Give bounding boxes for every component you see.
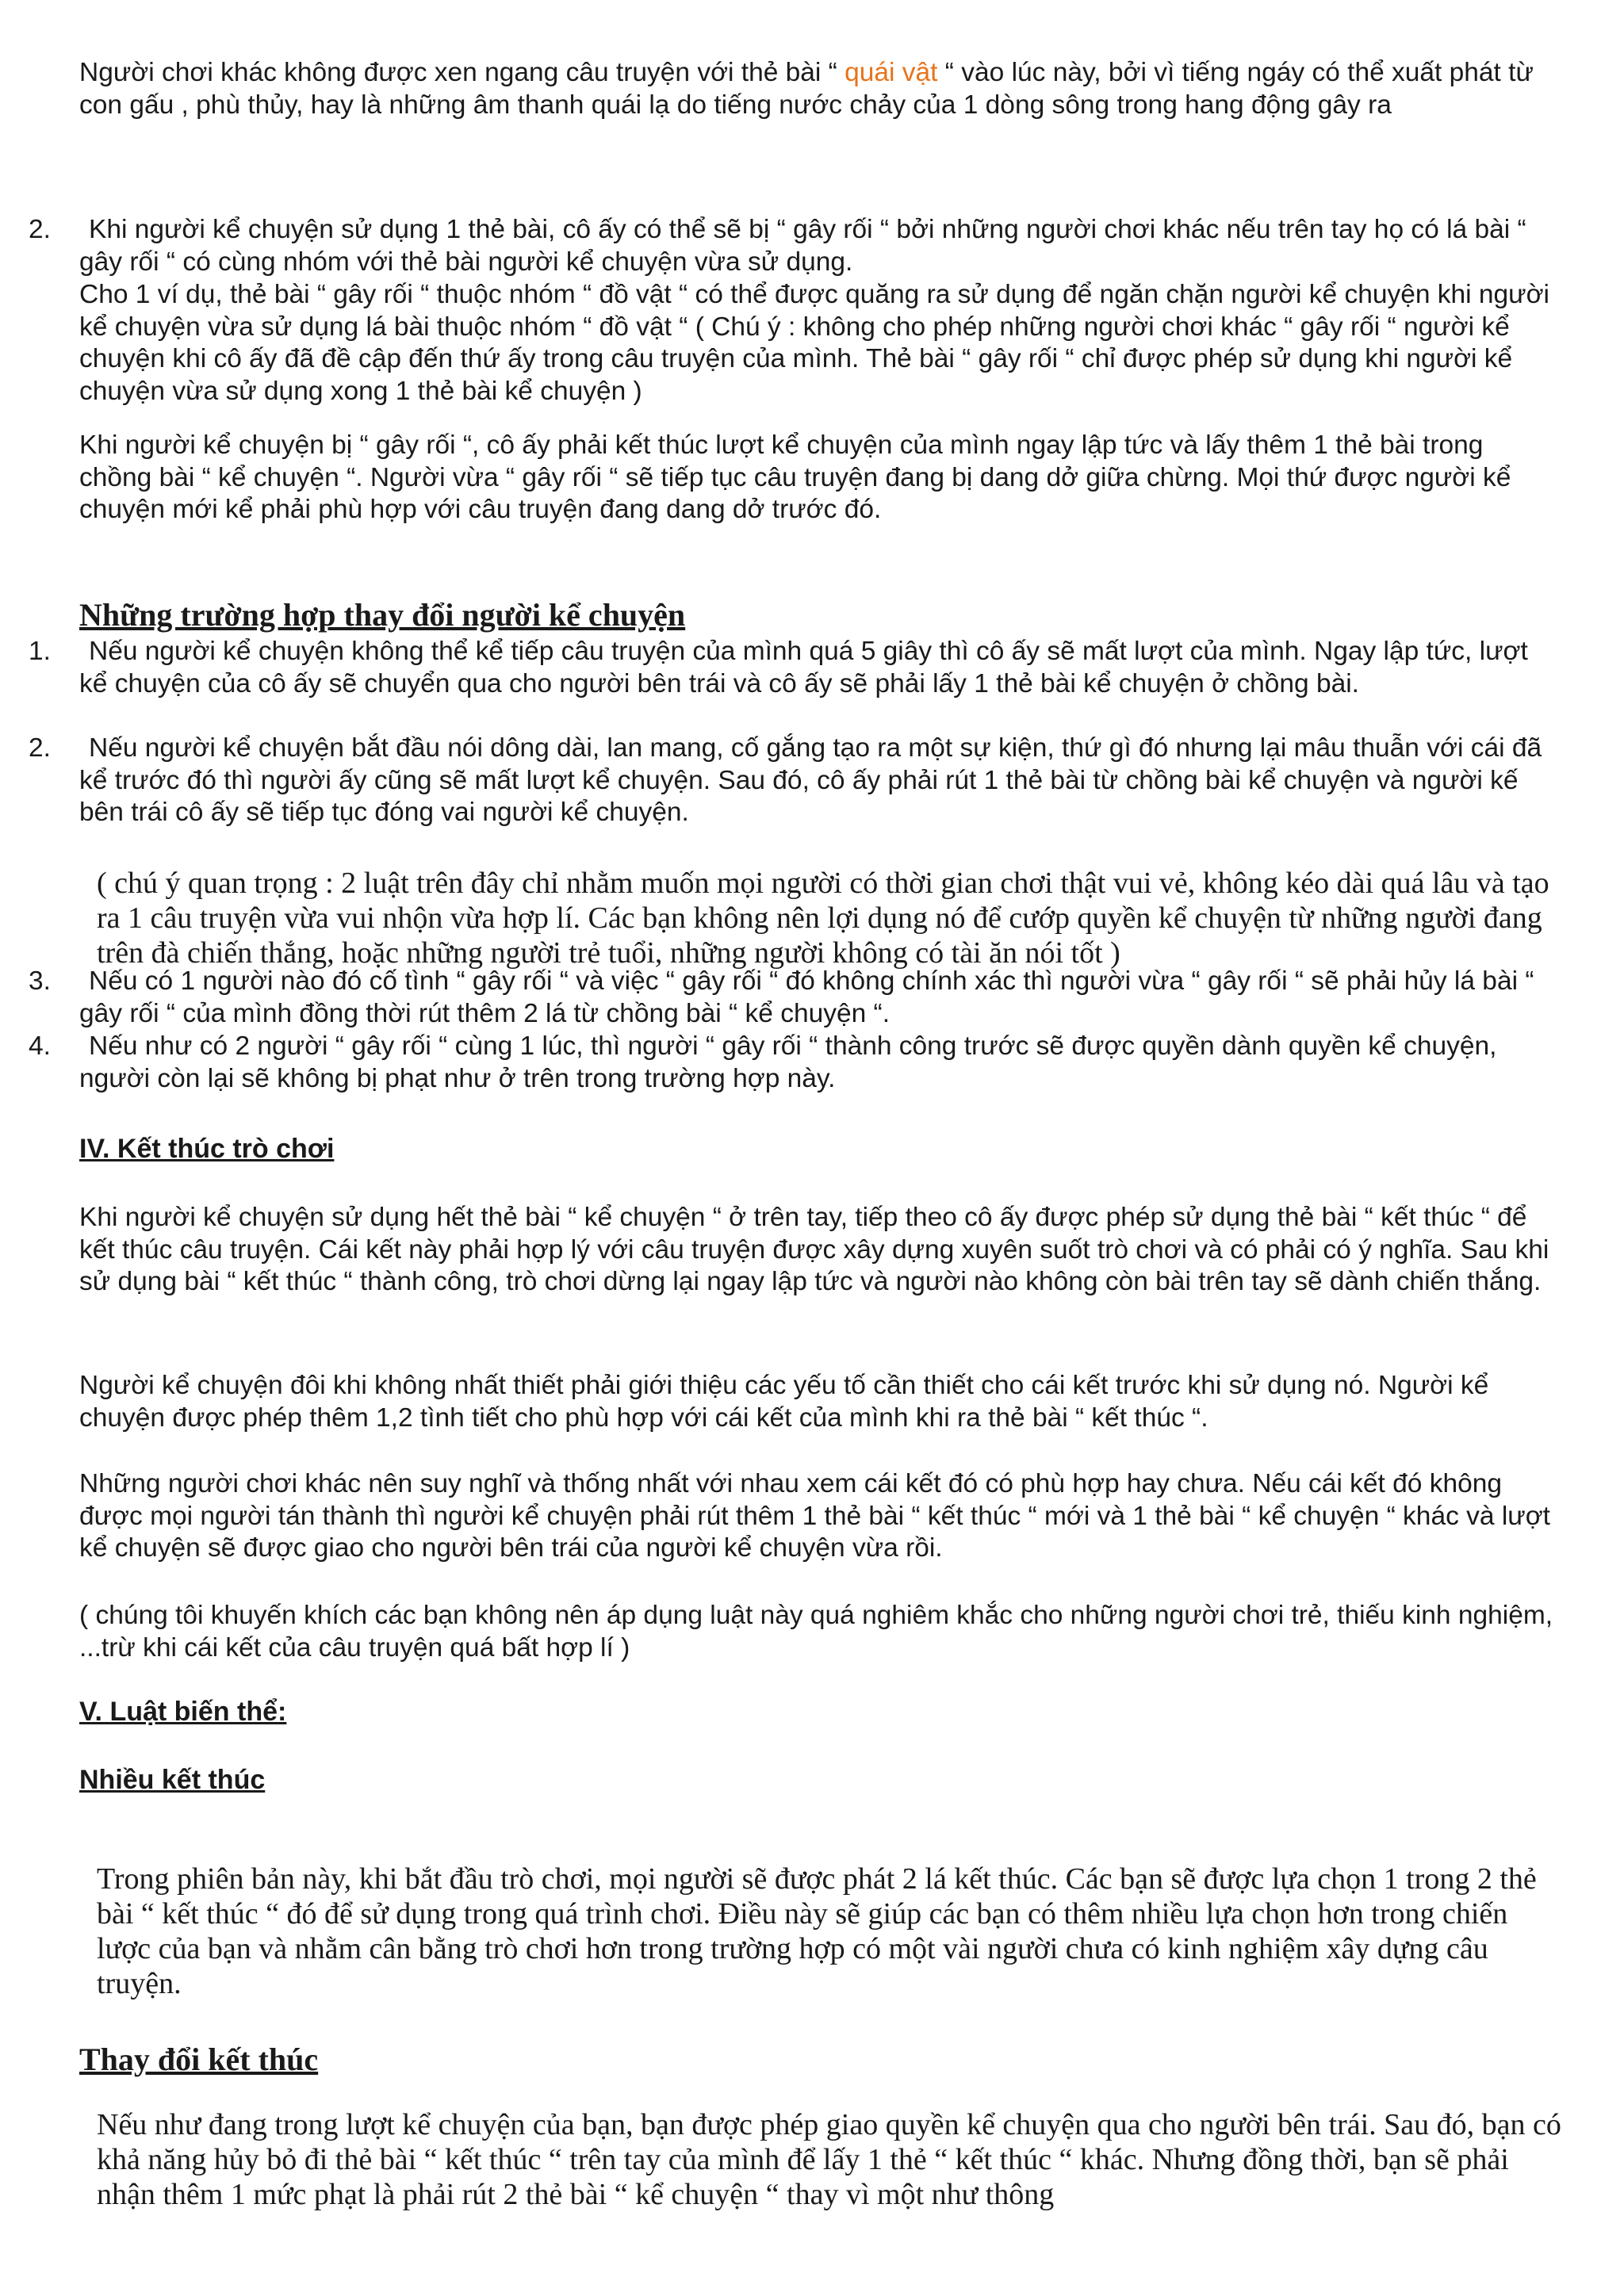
end-paragraph-2: Người kể chuyện đôi khi không nhất thiết phải giới thiệu các yếu tố cần thiết cho cái kết trước khi sử dụng nó. Người kể chuyện được phép thêm 1,2 tình tiết cho phù hợp với cái kết của mình khi ra thẻ bài “ kết thúc “. <box>79 1371 1489 1433</box>
end-paragraph-3: Những người chơi khác nên suy nghĩ và thống nhất với nhau xem cái kết đó có phù hợp hay chưa. Nếu cái kết đó không được mọi người tán thành thì người kể chuyện phải rút thêm 1 thẻ bài “ kết thúc “ mới và 1 thẻ bài “ kể chuyện “ khác và lượt kể chuyện sẽ được giao cho người bên trái của người kể chuyện vừa rồi. <box>79 1469 1550 1563</box>
intro-text-before: Người chơi khác không được xen ngang câu truyện với thẻ bài “ <box>79 58 845 87</box>
variant-sub1-heading: Nhiều kết thúc <box>79 1765 266 1795</box>
change-item-2: Nếu người kể chuyện bắt đầu nói dông dài, lan mang, cố gắng tạo ra một sự kiện, thứ gì đó nhưng lại mâu thuẫn với cái đã kể trước đó thì người ấy cũng sẽ mất lượt kể chuyện. Sau đó, cô ấy phải rút 1 thẻ bài từ chồng bài kể chuyện và người kế bên trái cô ấy sẽ tiếp tục đóng vai người kể chuyện. <box>79 733 1542 827</box>
variant-sub2-text: Nếu như đang trong lượt kể chuyện của bạn, bạn được phép giao quyền kể chuyện qua cho người bên trái. Sau đó, bạn có khả năng hủy bỏ đi thẻ bài “ kết thúc “ trên tay của mình để lấy 1 thẻ “ kết thúc “ khác. Nhưng đồng thời, bạn sẽ phải nhận thêm 1 mức phạt là phải rút 2 thẻ bài “ kể chuyện “ thay vì một như thông <box>97 2108 1561 2211</box>
section-change-heading: Những trường hợp thay đổi người kể chuyện <box>79 597 686 633</box>
intro-paragraph <box>79 57 1562 121</box>
highlight-monster: quái vật <box>845 58 938 87</box>
item2-text: Khi người kể chuyện sử dụng 1 thẻ bài, cô ấy có thể sẽ bị “ gây rối “ bởi những người chơi khác nếu trên tay họ có lá bài “ gây rối “ có cùng nhóm với thẻ bài người kể chuyện vừa sử dụng. <box>79 215 1526 277</box>
item2-example: Cho 1 ví dụ, thẻ bài “ gây rối “ thuộc nhóm “ đồ vật “ có thể được quăng ra sử dụng để ngăn chặn người kể chuyện khi người kể chuyện vừa sử dụng lá bài thuộc nhóm “ đồ vật “ ( Chú ý : không cho phép những người chơi khác “ gây rối “ người kể chuyện khi cô ấy đã đề cập đến thứ ấy trong câu truyện của mình. Thẻ bài “ gây rối “ chỉ được phép sử dụng khi người kể chuyện vừa sử dụng xong 1 thẻ bài kể chuyện ) <box>79 280 1549 406</box>
change-item-1: Nếu người kể chuyện không thể kể tiếp câu truyện của mình quá 5 giây thì cô ấy sẽ mất lượt của mình. Ngay lập tức, lượt kể chuyện của cô ấy sẽ chuyển qua cho người bên trái và cô ấy sẽ phải lấy 1 thẻ bài kể chuyện ở chồng bài. <box>79 637 1528 698</box>
change-item-4: Nếu như có 2 người “ gây rối “ cùng 1 lúc, thì người “ gây rối “ thành công trước sẽ được quyền dành quyền kể chuyện, người còn lại sẽ không bị phạt như ở trên trong trường hợp này. <box>79 1031 1497 1093</box>
item2-after: Khi người kể chuyện bị “ gây rối “, cô ấy phải kết thúc lượt kể chuyện của mình ngay lập tức và lấy thêm 1 thẻ bài trong chồng bài “ kể chuyện “. Người vừa “ gây rối “ sẽ tiếp tục câu truyện đang bị dang dở giữa chừng. Mọi thứ được người kể chuyện mới kể phải phù hợp với câu truyện đang dang dở trước đó. <box>79 430 1511 524</box>
list-number: 2. <box>29 215 51 244</box>
list-number: 1. <box>29 637 51 666</box>
change-note: ( chú ý quan trọng : 2 luật trên đây chỉ nhằm muốn mọi người có thời gian chơi thật vui vẻ, không kéo dài quá lâu và tạo ra 1 câu truyện vừa vui nhộn vừa hợp lí. Các bạn không nên lợi dụng nó để cướp quyền kể chuyện từ những người đang trên đà chiến thắng, hoặc những người trẻ tuổi, những người không có tài ăn nói tốt ) <box>97 867 1549 970</box>
end-paragraph-1: Khi người kể chuyện sử dụng hết thẻ bài “ kể chuyện “ ở trên tay, tiếp theo cô ấy được phép sử dụng thẻ bài “ kết thúc “ để kết thúc câu truyện. Cái kết này phải hợp lý với câu truyện được xây dựng xuyên suốt trò chơi và có phải có ý nghĩa. Sau khi sử dụng bài “ kết thúc “ thành công, trò chơi dừng lại ngay lập tức và người nào không còn bài trên tay sẽ dành chiến thắng. <box>79 1203 1549 1296</box>
intro-text-after: “ vào lúc này, bởi vì tiếng ngáy có thể xuất phát từ con gấu , phù thủy, hay là những âm thanh quái lạ do tiếng nước chảy của 1 dòng sông trong hang động gây ra <box>79 58 1534 120</box>
end-paragraph-4: ( chúng tôi khuyến khích các bạn không nên áp dụng luật này quá nghiêm khắc cho những người chơi trẻ, thiếu kinh nghiệm, ...trừ khi cái kết của câu truyện quá bất hợp lí ) <box>79 1601 1553 1663</box>
change-item-3: Nếu có 1 người nào đó cố tình “ gây rối “ và việc “ gây rối “ đó không chính xác thì người vừa “ gây rối “ sẽ phải hủy lá bài “ gây rối “ của mình đồng thời rút thêm 2 lá từ chồng bài “ kể chuyện “. <box>79 966 1534 1028</box>
list-number: 2. <box>29 733 51 763</box>
list-number: 3. <box>29 966 51 996</box>
section-variant-heading: V. Luật biến thể: <box>79 1697 287 1727</box>
variant-sub2-heading: Thay đổi kết thúc <box>79 2042 319 2077</box>
list-number: 4. <box>29 1031 51 1061</box>
variant-sub1-text: Trong phiên bản này, khi bắt đầu trò chơi, mọi người sẽ được phát 2 lá kết thúc. Các bạn sẽ được lựa chọn 1 trong 2 thẻ bài “ kết thúc “ đó để sử dụng trong quá trình chơi. Điều này sẽ giúp các bạn có thêm nhiều lựa chọn hơn trong chiến lược của bạn và nhằm cân bằng trò chơi hơn trong trường hợp có một vài người chưa có kinh nghiệm xây dựng câu truyện. <box>97 1862 1537 2000</box>
section-end-heading: IV. Kết thúc trò chơi <box>79 1134 335 1164</box>
